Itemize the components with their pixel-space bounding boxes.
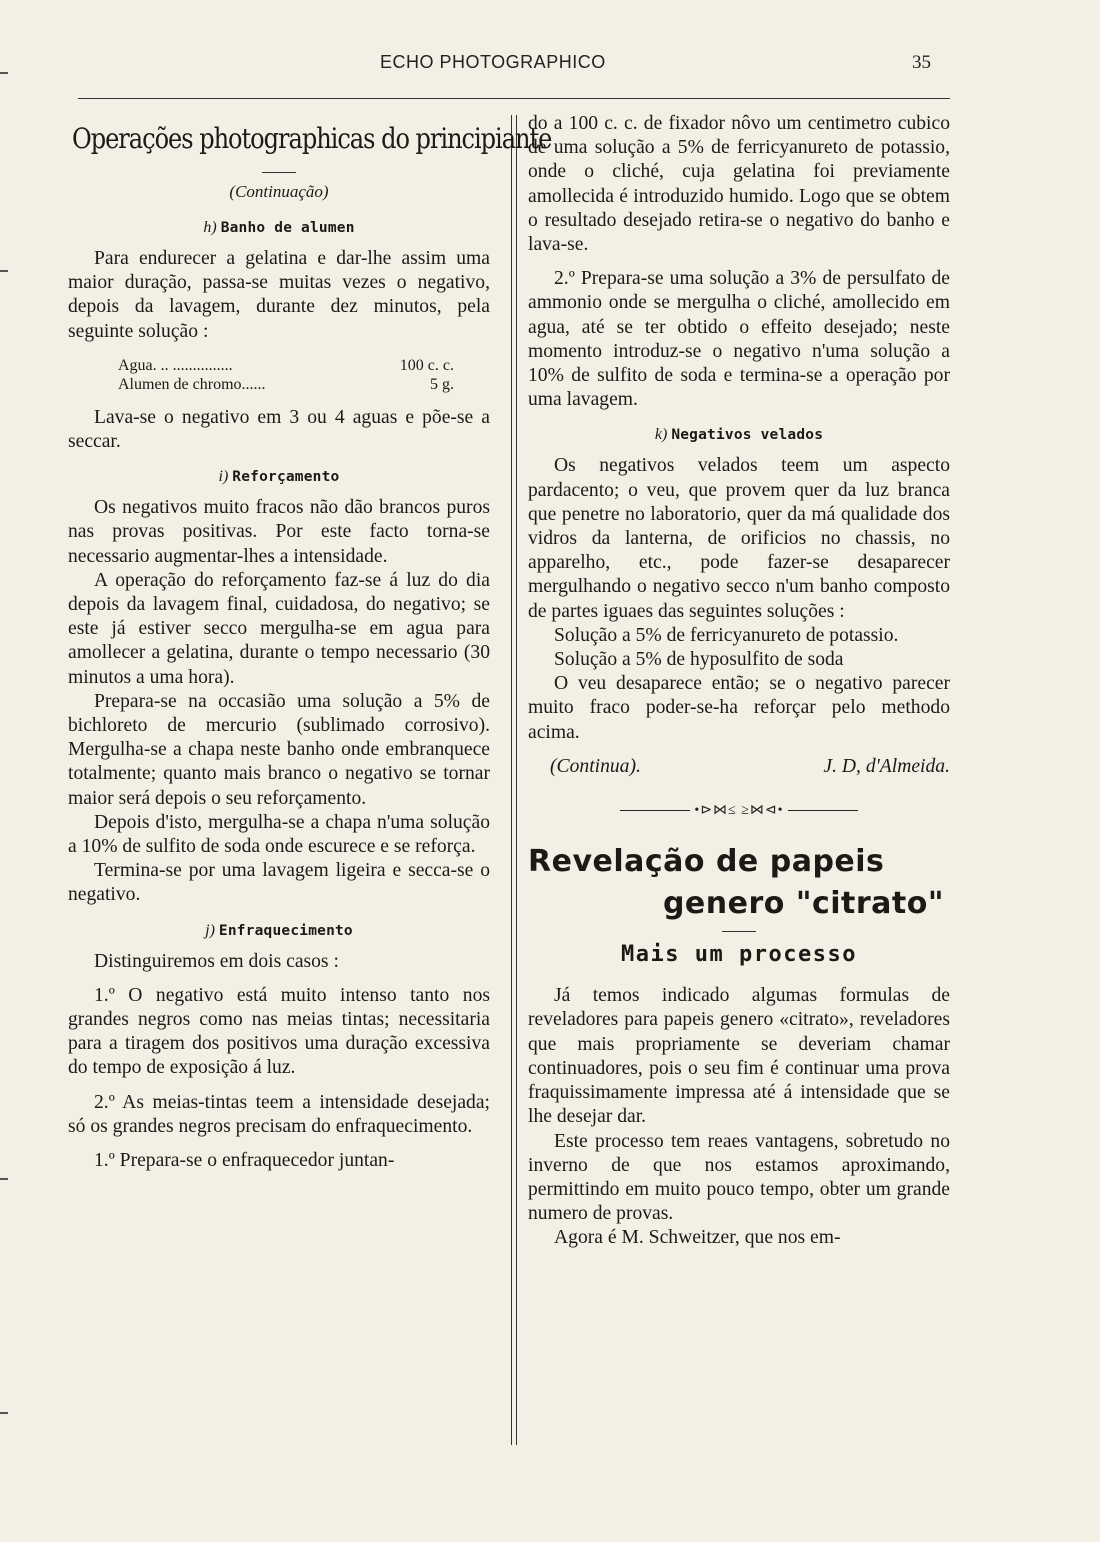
section-letter: i) [218,468,229,486]
column-rule [511,115,512,1445]
recipe-amount: 5 g. [430,375,454,393]
paragraph: Agora é M. Schweitzer, que nos em- [554,1227,841,1249]
section-heading-k [528,424,950,446]
paragraph: Já temos indicado algumas formulas de reveladores para papeis genero «citrato», reveladores que mais propriamente se deveriam chamar continuadores, pois o seu fim é continuar uma prova fraquissimamente impressa até á intensidade que se lhe desejar dar. [528,985,950,1128]
recipe-table [118,356,490,394]
article-signature [550,755,950,779]
paragraph: 2.º Prepara-se uma solução a 3% de persulfato de ammonio onde se mergulha o cliché, amollecido em agua, até se ter obtido o effeito desejado; neste momento introduz-se o negativo n'uma solução a 10% de sulfito de soda e termina-se a operação por uma lavagem. [528,268,950,411]
journal-title: ECHO PHOTOGRAPHICO [380,52,606,72]
paragraph: 1.º Prepara-se o enfraquecedor juntan- [94,1150,395,1172]
section-letter: k) [654,426,668,444]
article2-title-line2: genero "citrato" [662,886,944,922]
recipe-amount: 100 c. c. [399,356,454,374]
section-title: Banho de alumen [220,220,355,236]
title-rule [262,172,296,173]
section-title: Negativos velados [671,427,824,444]
paragraph: Os negativos velados teem um aspecto pardacento; o veu, que provem quer da luz branca que penetre no laboratorio, quer da má qualidade dos vidros da lanterna, de orificios no chassis, no apparelho, etc., pode fazer-se desaparecer mergulhando o negativo secco n'um banho composto de partes iguaes das seguintes soluções : [528,455,950,622]
section-letter: j) [205,921,215,939]
continuation-note: (Continuação) [229,182,329,201]
section-heading-j [68,920,490,942]
section-heading-h [68,217,490,239]
paragraph: Depois d'isto, mergulha-se a chapa n'uma solução a 10% de sulfito de soda onde escurece e se reforça. [68,811,490,858]
recipe-row [118,375,490,394]
paragraph: Solução a 5% de hyposulfito de soda [554,649,844,671]
paragraph: A operação do reforçamento faz-se á luz do dia depois da lavagem final, cuidadosa, do negativo; se este já estiver secco mergulha-se em agua para amollecer a gelatina, durante o tempo necessario (30 minutos a uma hora). [68,569,490,688]
paragraph: Distinguiremos em dois casos : [94,950,339,972]
paragraph: do a 100 c. c. de fixador nôvo um centimetro cubico de uma solução a 5% de ferricyanureto de potassio, onde o cliché, cuja gelatina foi previamente amollecida é introduzido humido. Logo que se obtem o resultado desejado retira-se o negativo do banho e lava-se. [528,113,950,256]
article2-title-line1: Revelação de papeis [528,844,885,880]
section-title: Enfraquecimento [218,922,353,939]
margin-mark [0,72,8,74]
continua-note: (Continua). [550,755,641,777]
margin-mark [0,1412,8,1414]
article2-subtitle: Mais um processo [621,942,857,968]
ornament-divider: •⊳⋈≤ ≥⋈⊲• [528,799,950,823]
paragraph: O veu desaparece então; se o negativo parecer muito fraco poder-se-ha reforçar pelo methodo acima. [528,673,950,743]
section-letter: h) [203,219,217,236]
page-number: 35 [912,52,931,73]
margin-mark [0,270,8,272]
margin-mark [0,1178,8,1180]
title-rule [722,931,756,932]
paragraph: 1.º O negativo está muito intenso tanto nos grandes negros como nas meias tintas; necessitaria para a tiragem dos positivos uma duração excessiva do tempo de exposição á luz. [68,984,490,1079]
column-rule [516,115,517,1445]
recipe-ingredient: Alumen de chromo...... [118,375,266,393]
header-rule [78,98,950,99]
paragraph: Prepara-se na occasião uma solução a 5% de bichloreto de mercurio (sublimado corrosivo). Mergulha-se a chapa neste banho onde embranquece totalmente; quanto mais branco o negativo se tornar maior será depois o seu reforçamento. [68,690,490,809]
paragraph: Os negativos muito fracos não dão brancos puros nas provas positivas. Por este facto torna-se necessario augmentar-lhes a intensidade. [68,497,490,567]
right-column [528,112,950,1251]
recipe-row [118,356,490,375]
paragraph: Lava-se o negativo em 3 ou 4 aguas e põe-se a seccar. [68,406,490,453]
section-heading-i [68,466,490,488]
paragraph: Este processo tem reaes vantagens, sobretudo no inverno de que nos estamos aproximando, permittindo em muito pouco tempo, obter um grande numero de provas. [528,1130,950,1225]
running-head [0,52,1100,80]
section-title: Reforçamento [232,469,340,486]
left-column [68,112,552,1173]
author-name: J. D, d'Almeida. [823,755,950,777]
paragraph: Para endurecer a gelatina e dar-lhe assim uma maior duração, passa-se muitas vezes o negativo, depois da lavagem, durante dez minutos, pela seguinte solução : [68,248,490,342]
paragraph: 2.º As meias-tintas teem a intensidade desejada; só os grandes negros precisam do enfraquecimento. [68,1091,490,1137]
recipe-ingredient: Agua. .. ............... [118,356,233,374]
paragraph: Solução a 5% de ferricyanureto de potassio. [554,624,899,646]
article-title: Operações photographicas do principiante [72,122,552,155]
paragraph: Termina-se por uma lavagem ligeira e secca-se o negativo. [68,860,490,906]
